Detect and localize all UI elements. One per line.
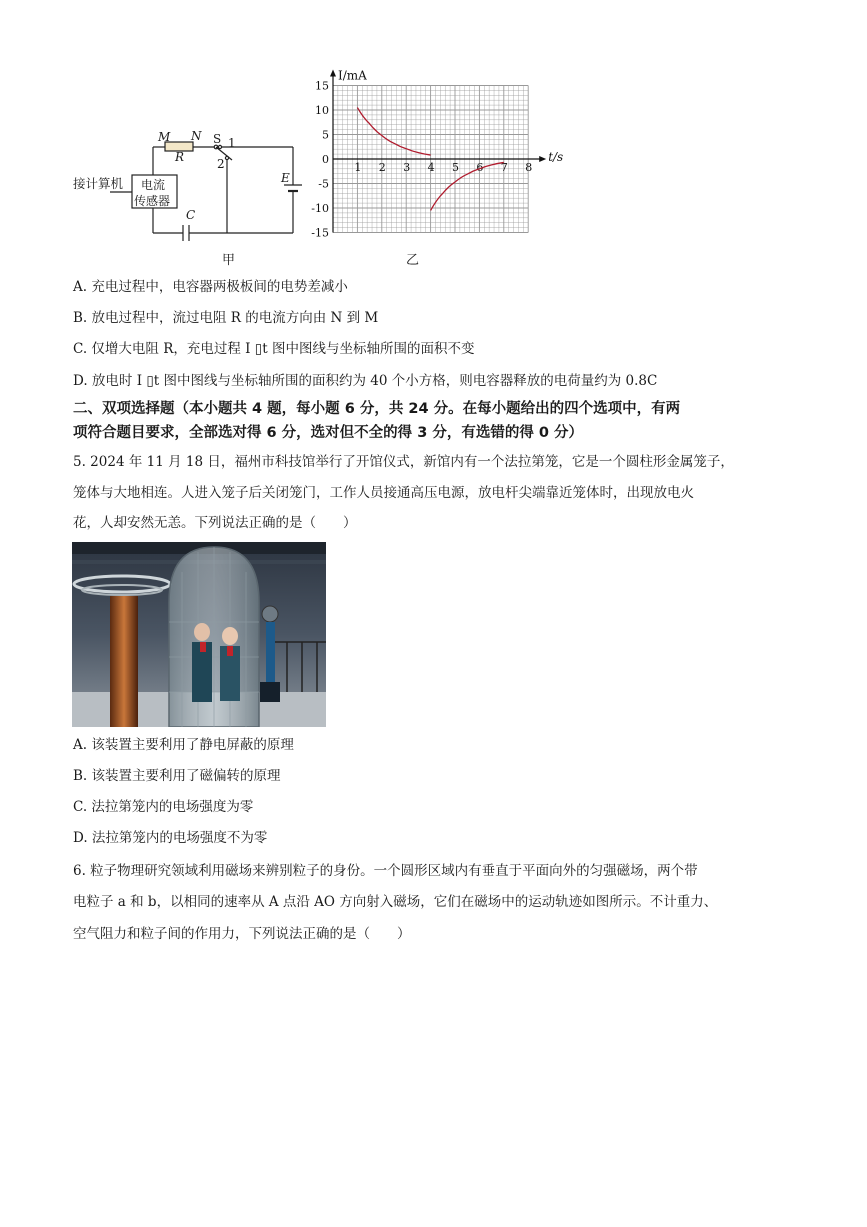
q5-stem-line1: 5. 2024 年 11 月 18 日，福州市科技馆举行了开馆仪式，新馆内有一个法拉第笼，它是一个圆柱形金属笼子，	[73, 454, 734, 470]
y-tick-label: -5	[318, 177, 329, 191]
x-tick-label: 4	[427, 161, 435, 174]
y-tick-label: 5	[322, 128, 329, 142]
x-tick-label: 5	[452, 161, 459, 174]
y-tick-label: 15	[315, 79, 329, 93]
faraday-cage-photo	[72, 542, 326, 727]
q5-option-a: A. 该装置主要利用了静电屏蔽的原理	[73, 737, 294, 753]
x-tick-label: 2	[378, 161, 386, 174]
label-contact-1: 1	[228, 136, 236, 150]
y-tick-label: -10	[311, 202, 329, 215]
q5-option-b: B. 该装置主要利用了磁偏转的原理	[73, 768, 281, 784]
label-s: S	[213, 132, 222, 146]
label-e: E	[281, 171, 290, 185]
y-tick-label: 10	[315, 104, 329, 117]
q4-option-d: D. 放电时 I ▯t 图中图线与坐标轴所围的面积约为 40 个小方格，则电容器释放的电荷量约为 0.8C	[73, 373, 658, 389]
x-tick-label: 6	[476, 161, 484, 174]
y-axis-arrow	[330, 70, 336, 77]
figure-jia-caption: 甲	[222, 253, 236, 268]
computer-label: 接计算机	[73, 176, 124, 191]
figure-yi-caption: 乙	[406, 253, 420, 268]
label-r: R	[175, 150, 185, 164]
section2-heading-line2: 项符合题目要求，全部选对得 6 分，选对但不全的得 3 分，有选错的得 0 分）	[73, 425, 584, 441]
x-tick-label: 8	[525, 161, 533, 174]
q5-option-c: C. 法拉第笼内的电场强度为零	[73, 799, 254, 815]
q6-stem-line3: 空气阻力和粒子间的作用力，下列说法正确的是（ ）	[73, 926, 411, 942]
label-c: C	[186, 208, 196, 222]
x-tick-label: 3	[403, 161, 411, 174]
sensor-label-2: 传感器	[134, 194, 171, 208]
y-tick-label: -15	[311, 226, 329, 240]
label-m: M	[158, 130, 171, 144]
q6-stem-line2: 电粒子 a 和 b，以相同的速率从 A 点沿 AO 方向射入磁场，它们在磁场中的运动轨迹如图所示。不计重力、	[73, 894, 718, 910]
q5-stem-line2: 笼体与大地相连。人进入笼子后关闭笼门，工作人员接通高压电源，放电杆尖端靠近笼体时，出现放电火	[73, 485, 694, 501]
q6-stem-line1: 6. 粒子物理研究领域利用磁场来辨别粒子的身份。一个圆形区域内有垂直于平面向外的匀强磁场，两个带	[73, 863, 698, 879]
y-axis-label: I/mA	[338, 68, 367, 83]
label-contact-2: 2	[217, 157, 225, 171]
x-tick-label: 1	[354, 161, 362, 174]
q5-option-d: D. 法拉第笼内的电场强度不为零	[73, 830, 268, 846]
q4-option-a: A. 充电过程中，电容器两极板间的电势差减小	[73, 279, 348, 295]
x-axis-arrow	[539, 156, 546, 162]
section2-heading-line1: 二、双项选择题（本小题共 4 题，每小题 6 分，共 24 分。在每小题给出的四个选项中，有两	[73, 401, 681, 417]
q4-option-b: B. 放电过程中，流过电阻 R 的电流方向由 N 到 M	[73, 310, 379, 326]
sensor-label-1: 电流	[141, 178, 166, 192]
x-axis-label: t/s	[548, 150, 564, 164]
x-tick-label: 7	[500, 161, 508, 174]
q5-stem-line3: 花，人却安然无恙。下列说法正确的是（ ）	[73, 515, 357, 531]
current-time-chart	[305, 62, 565, 247]
label-n: N	[191, 129, 202, 143]
q4-option-c: C. 仅增大电阻 R，充电过程 I ▯t 图中图线与坐标轴所围的面积不变	[73, 341, 475, 357]
y-tick-label: 0	[322, 153, 329, 166]
charging-curve	[357, 108, 430, 156]
